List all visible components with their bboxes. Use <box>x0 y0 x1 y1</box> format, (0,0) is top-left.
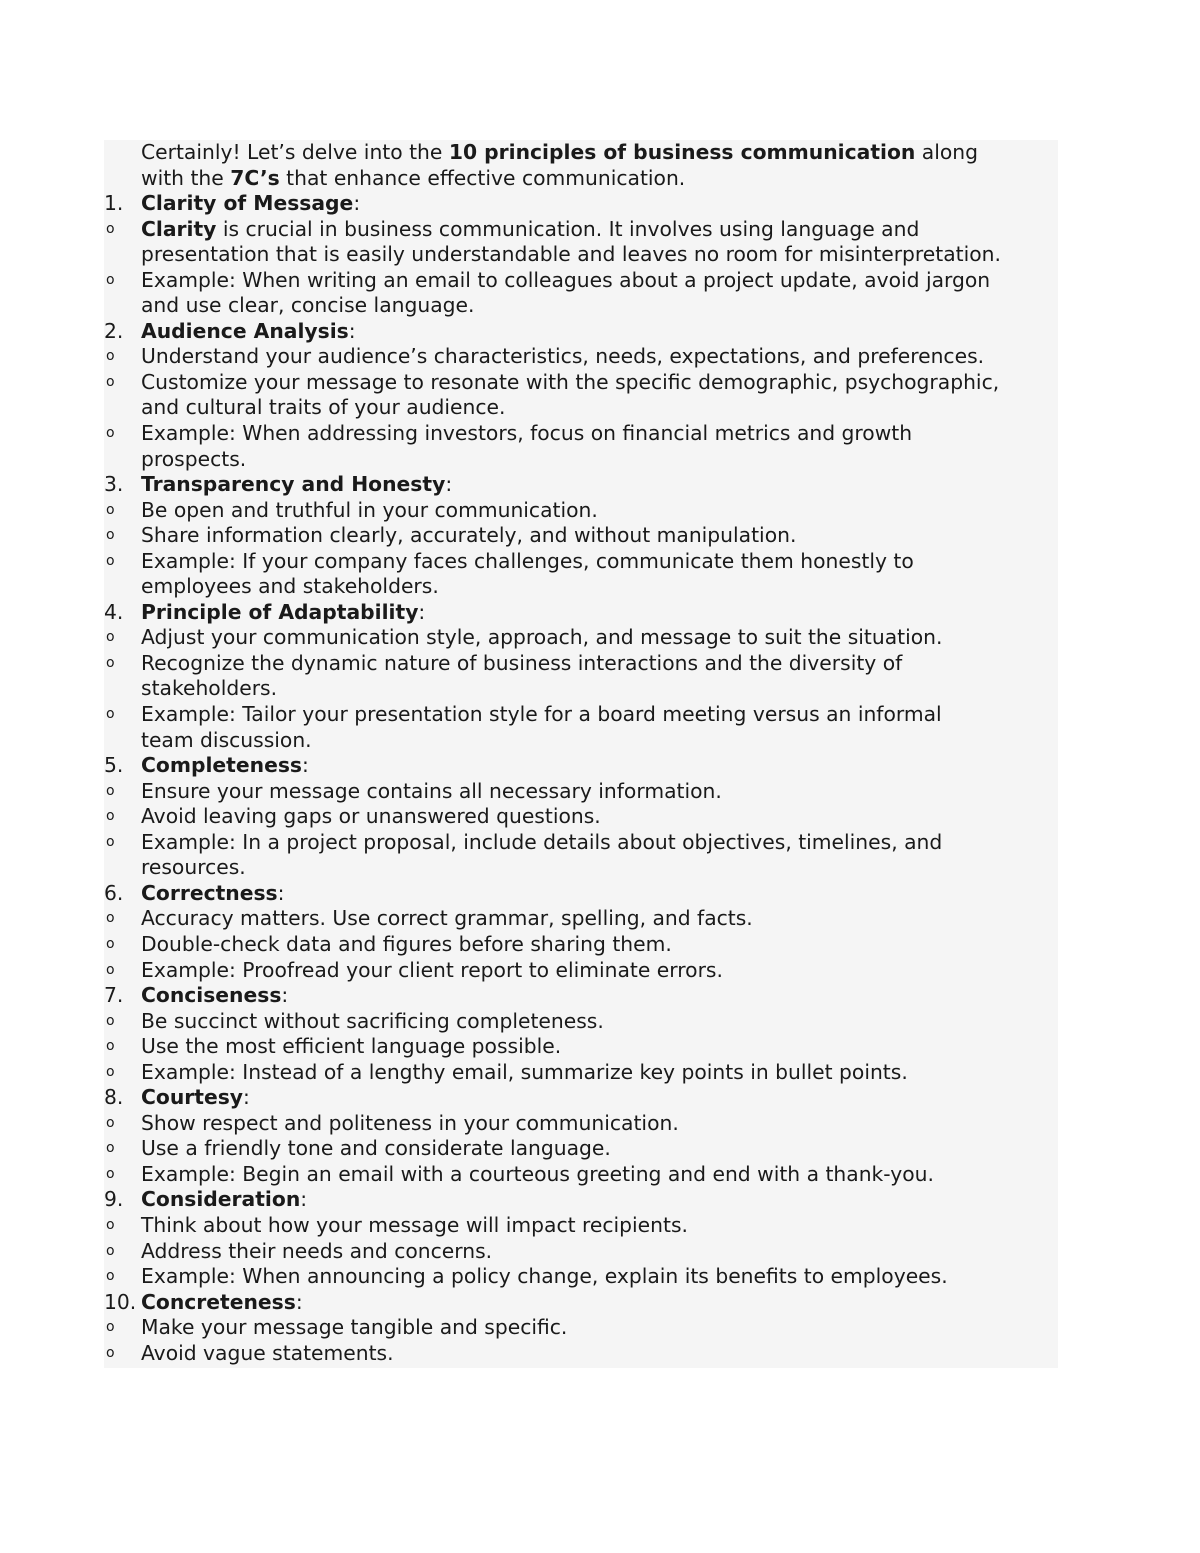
item-text: presentation that is easily understandable and leaves no room for misinterpretation. <box>141 242 1001 267</box>
bullet-icon: o <box>106 808 115 825</box>
bullet-icon: o <box>106 910 115 927</box>
bullet-icon: o <box>106 629 115 646</box>
section-title: Audience Analysis <box>141 318 349 343</box>
item-text: Example: Proofread your client report to eliminate errors. <box>141 957 723 982</box>
item-text: Avoid leaving gaps or unanswered questions. <box>141 804 601 829</box>
colon: : <box>243 1085 250 1110</box>
colon: : <box>300 1187 308 1212</box>
list-item <box>104 421 1058 447</box>
bullet-icon: o <box>106 1268 115 1285</box>
intro-bold-phrase: 10 principles of business communication <box>448 140 916 164</box>
item-text: resources. <box>141 855 246 880</box>
list-item <box>104 958 1058 984</box>
section-title: Concreteness <box>141 1289 296 1314</box>
list-item <box>104 1136 1058 1162</box>
item-text: Example: If your company faces challenges, communicate them honestly to <box>141 548 914 573</box>
list-item <box>104 1315 1058 1341</box>
bullet-icon: o <box>106 1140 115 1157</box>
section-title: Clarity of Message <box>141 191 354 216</box>
list-number: 9. <box>104 1187 124 1212</box>
item-text: Double-check data and figures before sharing them. <box>141 931 672 956</box>
list-item <box>104 523 1058 549</box>
list-item-continuation <box>104 676 1058 702</box>
list-item <box>104 344 1058 370</box>
bullet-icon: o <box>106 220 115 237</box>
item-text: Example: In a project proposal, include details about objectives, timelines, and <box>141 829 943 854</box>
list-item <box>104 651 1058 677</box>
intro-text: along <box>915 140 978 164</box>
item-text: Show respect and politeness in your communication. <box>141 1110 679 1135</box>
list-item <box>104 217 1058 243</box>
intro-text: Certainly! Let’s delve into the <box>141 140 449 164</box>
section-heading <box>104 753 1058 779</box>
section-title: Completeness <box>141 753 302 778</box>
colon: : <box>445 472 453 497</box>
bullet-icon: o <box>106 1114 115 1131</box>
section-title: Correctness <box>141 880 278 905</box>
bullet-icon: o <box>106 1319 115 1336</box>
item-text: prospects. <box>141 446 247 471</box>
item-text: Be open and truthful in your communication. <box>141 497 598 522</box>
list-item <box>104 1034 1058 1060</box>
intro-line-1 <box>104 140 1058 166</box>
item-text: Understand your audience’s characteristics, needs, expectations, and preferences. <box>141 344 985 369</box>
list-number: 5. <box>104 753 124 778</box>
bullet-icon: o <box>106 1063 115 1080</box>
bold-term: Clarity <box>141 216 217 241</box>
item-text: Accuracy matters. Use correct grammar, spelling, and facts. <box>141 906 753 931</box>
list-item-continuation <box>104 855 1058 881</box>
bullet-icon: o <box>106 552 115 569</box>
list-number: 6. <box>104 880 124 905</box>
section-title: Transparency and Honesty <box>141 472 446 497</box>
list-number: 2. <box>104 318 124 343</box>
item-text: Customize your message to resonate with the specific demographic, psychographic, <box>141 369 1000 394</box>
colon: : <box>277 880 285 905</box>
item-text: Example: When announcing a policy change, explain its benefits to employees. <box>141 1264 948 1289</box>
section-title: Conciseness <box>141 983 282 1008</box>
item-text: Share information clearly, accurately, and without manipulation. <box>141 523 797 548</box>
colon: : <box>281 983 289 1008</box>
section-title: Consideration <box>141 1187 301 1212</box>
bullet-icon: o <box>106 271 115 288</box>
item-text: Example: When addressing investors, focus on financial metrics and growth <box>141 421 913 446</box>
bullet-icon: o <box>106 348 115 365</box>
list-number: 4. <box>104 599 124 624</box>
list-number: 10. <box>104 1289 137 1314</box>
item-text: Use a friendly tone and considerate language. <box>141 1136 611 1161</box>
list-item <box>104 1060 1058 1086</box>
item-text: Ensure your message contains all necessary information. <box>141 778 722 803</box>
item-text: Example: When writing an email to colleagues about a project update, avoid jargon <box>141 267 991 292</box>
bullet-icon: o <box>106 527 115 544</box>
bullet-icon: o <box>106 1038 115 1055</box>
intro-text: that enhance effective communication. <box>279 165 686 190</box>
list-item-continuation <box>104 447 1058 473</box>
item-text: Example: Tailor your presentation style for a board meeting versus an informal <box>141 702 942 727</box>
list-item <box>104 1111 1058 1137</box>
list-item <box>104 830 1058 856</box>
bullet-icon: o <box>106 501 115 518</box>
section-heading <box>104 983 1058 1009</box>
item-text: Use the most efficient language possible. <box>141 1034 562 1059</box>
item-text: Adjust your communication style, approach, and message to suit the situation. <box>141 625 943 650</box>
section-heading <box>104 319 1058 345</box>
section-heading <box>104 1187 1058 1213</box>
bullet-icon: o <box>106 654 115 671</box>
document-body <box>104 140 1058 1368</box>
bullet-icon: o <box>106 935 115 952</box>
list-item <box>104 1009 1058 1035</box>
item-text: team discussion. <box>141 727 312 752</box>
intro-line-2 <box>104 166 1058 192</box>
bullet-icon: o <box>106 833 115 850</box>
item-text: Recognize the dynamic nature of business interactions and the diversity of <box>141 650 903 675</box>
bullet-icon: o <box>106 1242 115 1259</box>
list-item-continuation <box>104 574 1058 600</box>
list-item <box>104 549 1058 575</box>
list-item <box>104 804 1058 830</box>
list-number: 1. <box>104 191 124 216</box>
bullet-icon: o <box>106 782 115 799</box>
section-title: Courtesy <box>141 1085 244 1110</box>
item-text: Be succinct without sacrificing completeness. <box>141 1008 604 1033</box>
section-heading <box>104 1085 1058 1111</box>
list-item <box>104 498 1058 524</box>
item-text: Address their needs and concerns. <box>141 1238 493 1263</box>
bullet-icon: o <box>106 425 115 442</box>
item-text: Example: Instead of a lengthy email, summarize key points in bullet points. <box>141 1059 908 1084</box>
list-item <box>104 932 1058 958</box>
bullet-icon: o <box>106 961 115 978</box>
colon: : <box>348 318 356 343</box>
bullet-icon: o <box>106 1165 115 1182</box>
list-item <box>104 268 1058 294</box>
list-number: 7. <box>104 983 124 1008</box>
intro-bold-phrase: 7C’s <box>230 165 280 190</box>
list-number: 8. <box>104 1085 124 1110</box>
colon: : <box>301 753 309 778</box>
colon: : <box>353 191 361 216</box>
list-item <box>104 625 1058 651</box>
bullet-icon: o <box>106 1344 115 1361</box>
list-item <box>104 1341 1058 1367</box>
item-text: employees and stakeholders. <box>141 574 439 599</box>
list-item <box>104 370 1058 396</box>
item-text: and cultural traits of your audience. <box>141 395 506 420</box>
item-text: and use clear, concise language. <box>141 293 475 318</box>
item-text: Avoid vague statements. <box>141 1340 394 1365</box>
item-text: is crucial in business communication. It involves using language and <box>216 216 920 241</box>
bullet-icon: o <box>106 373 115 390</box>
list-item-continuation <box>104 728 1058 754</box>
list-item <box>104 779 1058 805</box>
item-text: Make your message tangible and specific. <box>141 1315 568 1340</box>
list-item-continuation <box>104 395 1058 421</box>
list-item <box>104 1239 1058 1265</box>
section-heading <box>104 600 1058 626</box>
list-item <box>104 906 1058 932</box>
section-heading <box>104 191 1058 217</box>
list-item-continuation <box>104 242 1058 268</box>
section-heading <box>104 472 1058 498</box>
intro-text: with the <box>141 165 231 190</box>
item-text: Example: Begin an email with a courteous greeting and end with a thank-you. <box>141 1161 934 1186</box>
colon: : <box>418 599 426 624</box>
section-heading <box>104 1290 1058 1316</box>
list-item-continuation <box>104 293 1058 319</box>
colon: : <box>295 1289 303 1314</box>
bullet-icon: o <box>106 1012 115 1029</box>
bullet-icon: o <box>106 1216 115 1233</box>
list-item <box>104 1213 1058 1239</box>
bullet-icon: o <box>106 706 115 723</box>
item-text: Think about how your message will impact recipients. <box>141 1212 688 1237</box>
list-item <box>104 702 1058 728</box>
section-heading <box>104 881 1058 907</box>
section-title: Principle of Adaptability <box>141 599 419 624</box>
item-text: stakeholders. <box>141 676 278 701</box>
list-item <box>104 1264 1058 1290</box>
list-item <box>104 1162 1058 1188</box>
list-number: 3. <box>104 472 124 497</box>
